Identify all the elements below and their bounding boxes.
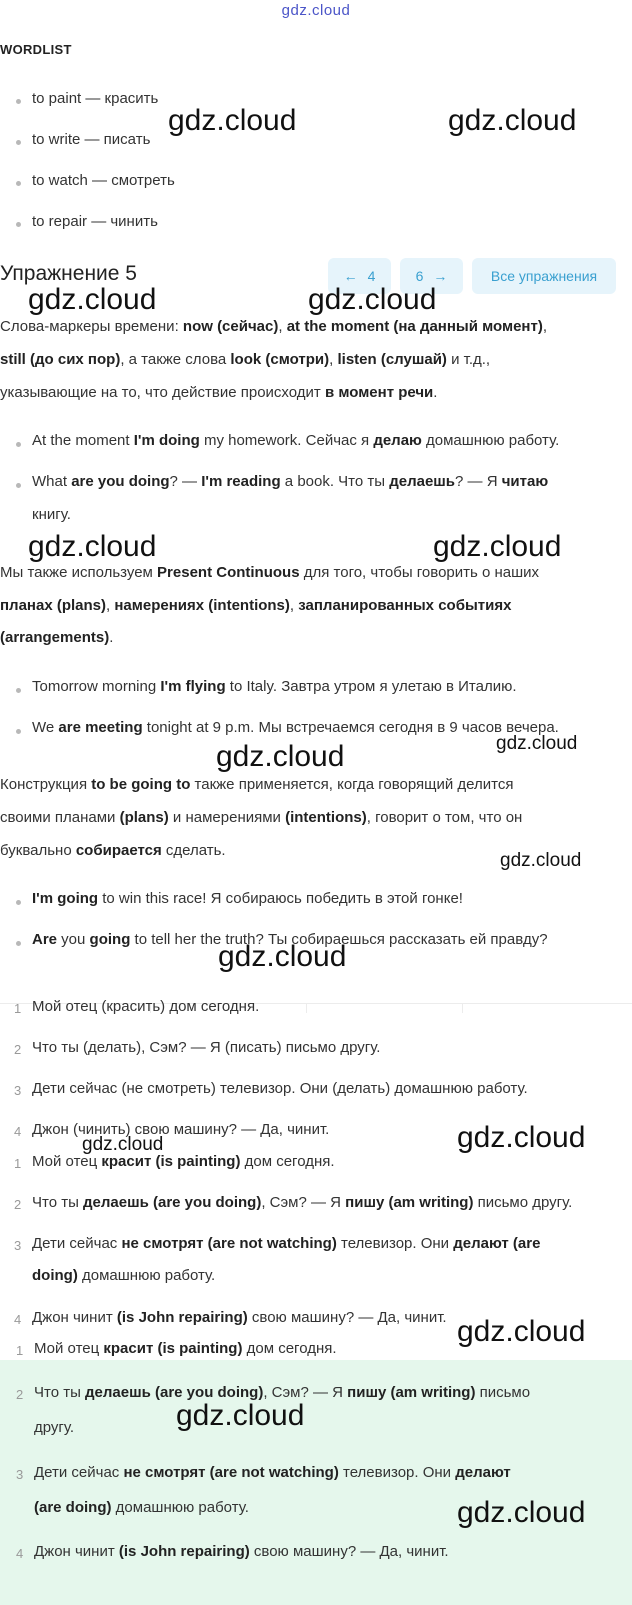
theory-paragraph-line: своими планами (plans) и намерениями (intentions), говорит о том, что он bbox=[0, 809, 523, 826]
prev-exercise-label: 4 bbox=[367, 268, 376, 284]
watermark: gdz.cloud bbox=[218, 940, 347, 973]
watermark: gdz.cloud bbox=[496, 733, 578, 754]
watermark: gdz.cloud bbox=[457, 1496, 586, 1529]
example-sentence-cont: книгу. bbox=[32, 506, 71, 523]
answer-item: Мой отец красит (is painting) дом сегодня. bbox=[32, 1153, 335, 1170]
site-logo[interactable]: gdz.cloud bbox=[281, 2, 351, 19]
item-number: 2 bbox=[16, 1387, 24, 1402]
divider-tick bbox=[462, 1003, 463, 1013]
watermark: gdz.cloud bbox=[168, 104, 297, 137]
example-sentence: What are you doing? — I'm reading a book. Что ты делаешь? — Я читаю bbox=[32, 473, 549, 490]
theory-paragraph-line: (arrangements). bbox=[0, 629, 114, 646]
example-sentence: I'm going to win this race! Я собираюсь победить в этой гонке! bbox=[32, 890, 463, 907]
all-exercises-label: Все упражнения bbox=[490, 268, 598, 284]
bullet-icon bbox=[16, 442, 21, 447]
bullet-icon bbox=[16, 900, 21, 905]
example-sentence: Tomorrow morning I'm flying to Italy. Завтра утром я улетаю в Италию. bbox=[32, 678, 517, 695]
watermark: gdz.cloud bbox=[28, 530, 157, 563]
bullet-icon bbox=[16, 941, 21, 946]
theory-paragraph-line: Конструкция to be going to также применяется, когда говорящий делится bbox=[0, 776, 514, 793]
theory-paragraph-line: указывающие на то, что действие происходит в момент речи. bbox=[0, 384, 438, 401]
answer-item-cont: (are doing) домашнюю работу. bbox=[34, 1499, 249, 1516]
item-number: 1 bbox=[14, 1001, 22, 1016]
item-number: 4 bbox=[14, 1312, 22, 1327]
answer-item: Мой отец красит (is painting) дом сегодня. bbox=[34, 1340, 337, 1357]
theory-paragraph-line: Мы также используем Present Continuous для того, чтобы говорить о наших bbox=[0, 564, 540, 581]
example-sentence: We are meeting tonight at 9 p.m. Мы встречаемся сегодня в 9 часов вечера. bbox=[32, 719, 559, 736]
watermark: gdz.cloud bbox=[433, 530, 562, 563]
item-number: 2 bbox=[14, 1197, 22, 1212]
watermark: gdz.cloud bbox=[176, 1399, 305, 1432]
example-sentence: At the moment I'm doing my homework. Сейчас я делаю домашнюю работу. bbox=[32, 432, 560, 449]
item-number: 3 bbox=[16, 1467, 24, 1482]
answer-item: Джон чинит (is John repairing) свою машину? — Да, чинит. bbox=[32, 1309, 447, 1326]
item-number: 3 bbox=[14, 1083, 22, 1098]
item-number: 3 bbox=[14, 1238, 22, 1253]
divider-tick bbox=[306, 1003, 307, 1013]
bullet-icon bbox=[16, 222, 21, 227]
wordlist-item: to repair — чинить bbox=[32, 213, 158, 230]
watermark: gdz.cloud bbox=[457, 1121, 586, 1154]
item-number: 4 bbox=[16, 1546, 24, 1561]
bullet-icon bbox=[16, 729, 21, 734]
task-item: Дети сейчас (не смотреть) телевизор. Они (делать) домашнюю работу. bbox=[32, 1080, 528, 1097]
answer-item: Дети сейчас не смотрят (are not watching) телевизор. Они делают (are bbox=[32, 1235, 541, 1252]
watermark: gdz.cloud bbox=[82, 1134, 164, 1155]
theory-paragraph-line: планах (plans), намерениях (intentions), запланированных событиях bbox=[0, 597, 512, 614]
theory-paragraph-line: Слова-маркеры времени: now (сейчас), at the moment (на данный момент), bbox=[0, 318, 548, 335]
answer-item: Что ты делаешь (are you doing), Сэм? — Я пишу (am writing) письмо bbox=[34, 1384, 531, 1401]
item-number: 1 bbox=[14, 1156, 22, 1171]
watermark: gdz.cloud bbox=[500, 850, 582, 871]
bullet-icon bbox=[16, 140, 21, 145]
theory-paragraph-line: буквально собирается сделать. bbox=[0, 842, 226, 859]
watermark: gdz.cloud bbox=[308, 283, 437, 316]
watermark: gdz.cloud bbox=[28, 283, 157, 316]
theory-paragraph-line: still (до сих пор), а также слова look (смотри), listen (слушай) и т.д., bbox=[0, 351, 491, 368]
watermark: gdz.cloud bbox=[457, 1315, 586, 1348]
wordlist-item: to write — писать bbox=[32, 131, 151, 148]
answer-item-cont: doing) домашнюю работу. bbox=[32, 1267, 216, 1284]
bullet-icon bbox=[16, 688, 21, 693]
all-exercises-button[interactable] bbox=[472, 258, 616, 294]
wordlist-title: WORDLIST bbox=[0, 42, 72, 57]
exercise-title: Упражнение 5 bbox=[0, 262, 137, 285]
answer-item-cont: другу. bbox=[34, 1419, 75, 1436]
wordlist-item: to watch — смотреть bbox=[32, 172, 175, 189]
bullet-icon bbox=[16, 483, 21, 488]
task-item: Мой отец (красить) дом сегодня. bbox=[32, 998, 260, 1015]
watermark: gdz.cloud bbox=[448, 104, 577, 137]
wordlist-item: to paint — красить bbox=[32, 90, 159, 107]
example-sentence: Are you going to tell her the truth? Ты собираешься рассказать ей правду? bbox=[32, 931, 548, 948]
item-number: 2 bbox=[14, 1042, 22, 1057]
answer-item: Дети сейчас не смотрят (are not watching) телевизор. Они делают bbox=[34, 1464, 511, 1481]
next-exercise-label: 6 bbox=[415, 268, 424, 284]
answer-item: Джон чинит (is John repairing) свою машину? — Да, чинит. bbox=[34, 1543, 449, 1560]
task-item: Джон (чинить) свою машину? — Да, чинит. bbox=[32, 1121, 330, 1138]
bullet-icon bbox=[16, 99, 21, 104]
answer-item: Что ты делаешь (are you doing), Сэм? — Я пишу (am writing) письмо другу. bbox=[32, 1194, 573, 1211]
watermark: gdz.cloud bbox=[216, 740, 345, 773]
item-number: 4 bbox=[14, 1124, 22, 1139]
task-item: Что ты (делать), Сэм? — Я (писать) письмо другу. bbox=[32, 1039, 381, 1056]
bullet-icon bbox=[16, 181, 21, 186]
item-number: 1 bbox=[16, 1343, 24, 1358]
arrow-right-icon: → bbox=[433, 268, 448, 284]
arrow-left-icon: ← bbox=[343, 268, 358, 284]
